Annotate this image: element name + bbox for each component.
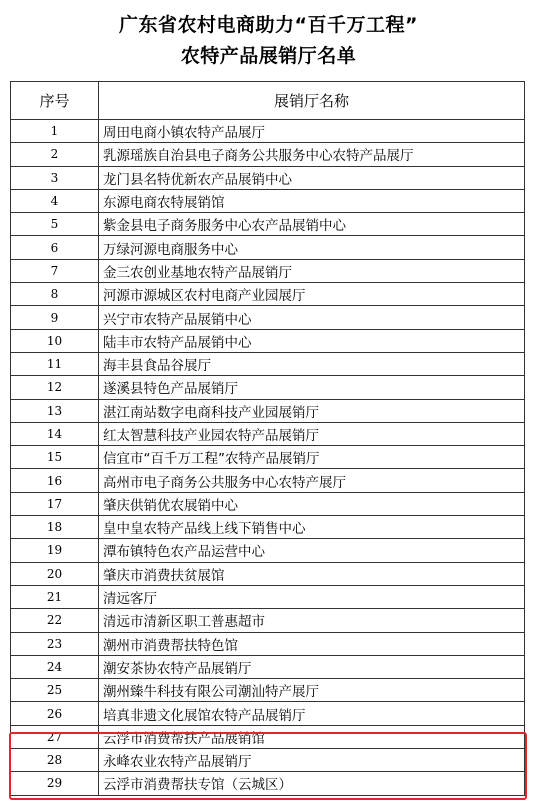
row-index: 23 [11, 632, 99, 655]
row-index: 26 [11, 702, 99, 725]
row-showroom-name: 海丰县食品谷展厅 [99, 352, 525, 375]
row-showroom-name: 湛江南站数字电商科技产业园展销厅 [99, 399, 525, 422]
table-row [11, 166, 525, 189]
row-showroom-name: 红太智慧科技产业园农特产品展销厅 [99, 422, 525, 445]
table-body [11, 120, 525, 796]
row-index: 2 [11, 143, 99, 166]
row-index: 25 [11, 679, 99, 702]
row-showroom-name: 紫金县电子商务服务中心农产品展销中心 [99, 213, 525, 236]
row-index: 12 [11, 376, 99, 399]
table-row [11, 725, 525, 748]
row-index: 10 [11, 329, 99, 352]
table-row [11, 189, 525, 212]
row-index: 5 [11, 213, 99, 236]
row-showroom-name: 高州市电子商务公共服务中心农特产展厅 [99, 469, 525, 492]
table-row [11, 539, 525, 562]
table-row [11, 306, 525, 329]
row-showroom-name: 云浮市消费帮扶产品展销馆 [99, 725, 525, 748]
table-row [11, 585, 525, 608]
row-showroom-name: 信宜市“百千万工程”农特产品展销厅 [99, 446, 525, 469]
row-showroom-name: 乳源瑶族自治县电子商务公共服务中心农特产品展厅 [99, 143, 525, 166]
row-index: 29 [11, 772, 99, 795]
table-row [11, 469, 525, 492]
row-index: 9 [11, 306, 99, 329]
row-showroom-name: 陆丰市农特产品展销中心 [99, 329, 525, 352]
row-showroom-name: 潮州市消费帮扶特色馆 [99, 632, 525, 655]
row-index: 19 [11, 539, 99, 562]
table-row [11, 446, 525, 469]
row-showroom-name: 肇庆供销优农展销中心 [99, 492, 525, 515]
row-showroom-name: 兴宁市农特产品展销中心 [99, 306, 525, 329]
row-index: 6 [11, 236, 99, 259]
row-showroom-name: 金三农创业基地农特产品展销厅 [99, 259, 525, 282]
row-showroom-name: 清远客厅 [99, 585, 525, 608]
table-row [11, 422, 525, 445]
row-showroom-name: 河源市源城区农村电商产业园展厅 [99, 283, 525, 306]
row-index: 22 [11, 609, 99, 632]
row-showroom-name: 永峰农业农特产品展销厅 [99, 749, 525, 772]
row-index: 13 [11, 399, 99, 422]
page-title-line-1: 广东省农村电商助力“百千万工程” [119, 14, 418, 36]
table-row [11, 655, 525, 678]
row-showroom-name: 遂溪县特色产品展销厅 [99, 376, 525, 399]
row-showroom-name: 潮安茶协农特产品展销厅 [99, 655, 525, 678]
row-showroom-name: 潮州臻牛科技有限公司潮汕特产展厅 [99, 679, 525, 702]
row-index: 3 [11, 166, 99, 189]
table-row [11, 120, 525, 143]
table-row [11, 236, 525, 259]
row-index: 1 [11, 120, 99, 143]
table-row [11, 492, 525, 515]
row-index: 8 [11, 283, 99, 306]
table-row [11, 283, 525, 306]
page-title-line-2: 农特产品展销厅名单 [180, 45, 357, 67]
table-row [11, 213, 525, 236]
row-showroom-name: 肇庆市消费扶贫展馆 [99, 562, 525, 585]
table-row [11, 516, 525, 539]
row-showroom-name: 云浮市消费帮扶专馆（云城区） [99, 772, 525, 795]
row-index: 20 [11, 562, 99, 585]
table-row [11, 609, 525, 632]
table-row [11, 702, 525, 725]
row-showroom-name: 皇中皇农特产品线上线下销售中心 [99, 516, 525, 539]
showroom-list-table [10, 81, 525, 796]
row-index: 18 [11, 516, 99, 539]
header-showroom-name: 展销厅名称 [99, 82, 525, 120]
row-index: 15 [11, 446, 99, 469]
row-index: 17 [11, 492, 99, 515]
table-row [11, 329, 525, 352]
row-index: 16 [11, 469, 99, 492]
row-showroom-name: 龙门县名特优新农产品展销中心 [99, 166, 525, 189]
row-index: 28 [11, 749, 99, 772]
row-index: 21 [11, 585, 99, 608]
header-index: 序号 [11, 82, 99, 120]
table-row [11, 259, 525, 282]
row-showroom-name: 东源电商农特展销馆 [99, 189, 525, 212]
table-row [11, 772, 525, 795]
row-showroom-name: 周田电商小镇农特产品展厅 [99, 120, 525, 143]
table-row [11, 632, 525, 655]
table-row [11, 749, 525, 772]
row-index: 11 [11, 352, 99, 375]
row-index: 27 [11, 725, 99, 748]
row-index: 7 [11, 259, 99, 282]
row-showroom-name: 清远市清新区职工普惠超市 [99, 609, 525, 632]
table-row [11, 399, 525, 422]
table-row [11, 376, 525, 399]
row-index: 14 [11, 422, 99, 445]
row-showroom-name: 潭布镇特色农产品运营中心 [99, 539, 525, 562]
table-row [11, 143, 525, 166]
row-showroom-name: 万绿河源电商服务中心 [99, 236, 525, 259]
row-index: 4 [11, 189, 99, 212]
row-showroom-name: 培真非遗文化展馆农特产品展销厅 [99, 702, 525, 725]
table-row [11, 562, 525, 585]
table-header-row [11, 82, 525, 120]
row-index: 24 [11, 655, 99, 678]
table-row [11, 679, 525, 702]
table-row [11, 352, 525, 375]
